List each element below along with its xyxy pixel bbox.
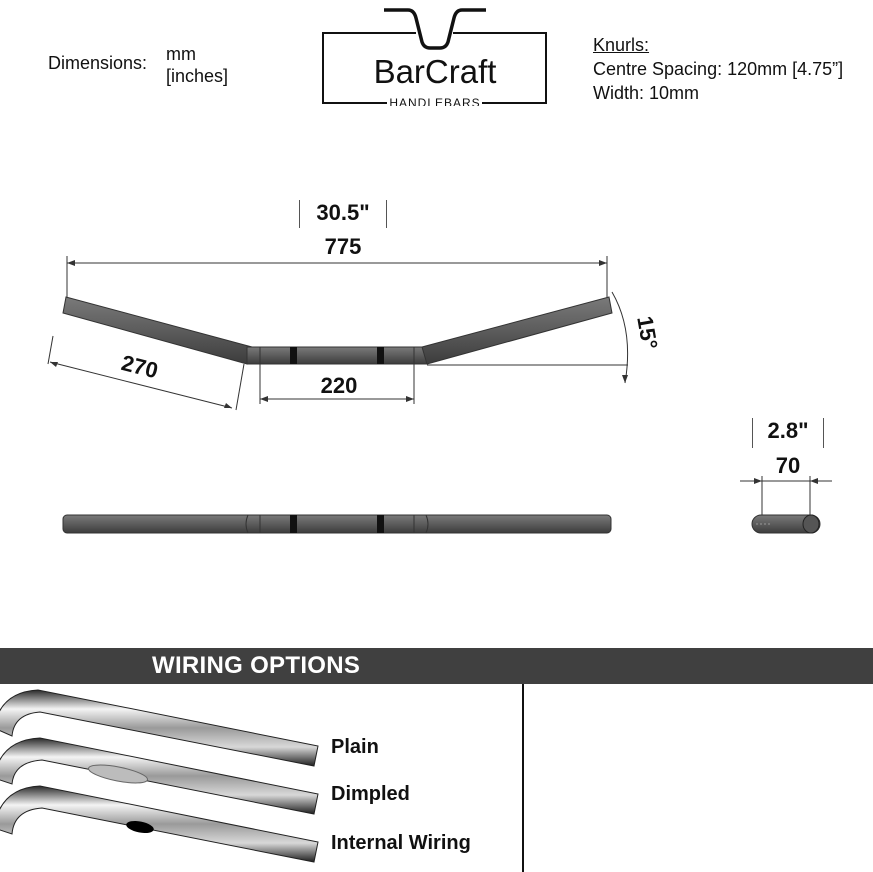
dimensions-label: Dimensions: <box>48 53 148 73</box>
handlebar-side-view <box>752 515 820 533</box>
wiring-options-title: WIRING OPTIONS <box>152 652 361 679</box>
units-mm: mm <box>166 44 196 64</box>
wiring-options-banner <box>0 648 873 684</box>
centre-length-label: 220 <box>320 373 358 398</box>
wiring-option-dimpled: Dimpled <box>331 783 410 805</box>
wing-length-label: 270 <box>118 350 161 384</box>
angle-arc <box>612 292 628 383</box>
section-divider <box>522 684 524 872</box>
knurl-right <box>377 347 384 364</box>
handlebar-top-view <box>63 515 611 533</box>
handlebar-front-view <box>63 297 612 364</box>
knurl-left <box>290 347 297 364</box>
wiring-option-plain: Plain <box>331 736 379 758</box>
logo-main-text: BarCraft <box>373 53 497 90</box>
angle-label: 15° <box>632 314 663 352</box>
logo-sub-text: HANDLEBARS <box>389 96 481 106</box>
units-inches: [inches] <box>166 66 229 86</box>
knurls-width: Width: 10mm <box>593 83 700 103</box>
overall-width-mm: 775 <box>324 234 362 259</box>
wiring-option-internal: Internal Wiring <box>331 832 471 854</box>
rise-mm: 70 <box>775 453 801 478</box>
wiring-bars-illustration <box>0 684 330 872</box>
knurls-spacing: Centre Spacing: 120mm [4.75”] <box>593 59 844 79</box>
knurls-heading: Knurls: <box>593 35 650 55</box>
rise-inches: 2.8" <box>752 418 824 448</box>
overall-width-inches: 30.5" <box>299 200 387 228</box>
